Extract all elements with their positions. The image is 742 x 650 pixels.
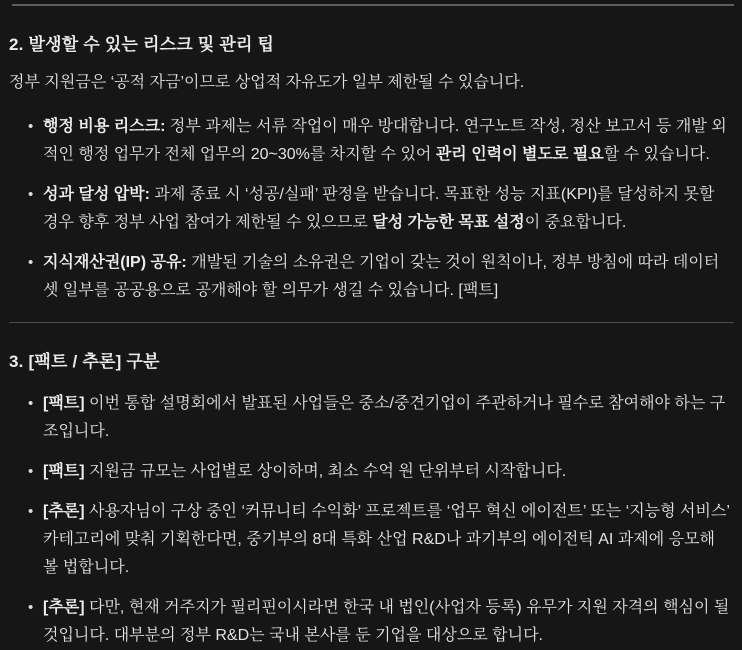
list-item <box>43 113 734 169</box>
section-3-heading: 3. [팩트 / 추론] 구분 <box>9 352 160 371</box>
bold-text-segment: 관리 인력이 별도로 필요 <box>435 146 604 163</box>
bold-text-segment: 달성 가능한 목표 설정 <box>372 214 525 231</box>
bold-text-segment: [추론] <box>43 503 85 520</box>
bold-text-segment: 지식재산권(IP) 공유: <box>43 254 187 271</box>
text-segment: 다만, 현재 거주지가 필리핀이시라면 한국 내 법인(사업자 등록) 유무가 지원 자격의 핵심이 될 것입니다. 대부분의 정부 R&D는 국내 본사를 둔 기업을 대상으로 합니다. <box>43 599 730 644</box>
list-item <box>43 390 734 446</box>
bold-text-segment: [팩트] <box>43 463 85 480</box>
section-2-intro-paragraph: 정부 지원금은 ‘공적 자금’이므로 상업적 자유도가 일부 제한될 수 있습니다. <box>9 74 525 91</box>
bold-text-segment: 성과 달성 압박: <box>43 186 150 203</box>
text-segment: 과제 종료 시 ‘성공/실패’ 판정을 받습니다. 목표한 성능 지표(KPI)를 달성하지 못할 경우 향후 정부 사업 참여가 제한될 수 있으므로 <box>43 186 715 231</box>
bold-text-segment: [팩트] <box>43 395 85 412</box>
text-segment: 이번 통합 설명회에서 발표된 사업들은 중소/중견기업이 주관하거나 필수로 참여해야 하는 구조입니다. <box>43 395 726 440</box>
divider-between-sections <box>9 322 734 323</box>
text-segment: 사용자님이 구상 중인 ‘커뮤니티 수익화’ 프로젝트를 ‘업무 혁신 에이전트’ 또는 ‘지능형 서비스’ 카테고리에 맞춰 기획한다면, 중기부의 8대 특화 산업 R&D나 과기부의 에이전틱 AI 과제에 응모해 볼 법합니다. <box>43 503 730 576</box>
text-segment: 할 수 있습니다. <box>603 146 710 163</box>
text-segment: 이 중요합니다. <box>524 214 627 231</box>
chat-response-body <box>0 4 742 650</box>
list-item <box>43 249 734 305</box>
list-item <box>43 498 734 582</box>
text-segment: 개발된 기술의 소유권은 기업이 갖는 것이 원칙이나, 정부 방침에 따라 데이터 셋 일부를 공공용으로 공개해야 할 의무가 생길 수 있습니다. [팩트] <box>43 254 720 299</box>
list-item <box>43 594 734 650</box>
list-item <box>43 458 734 486</box>
section-2-risk-list <box>9 113 734 305</box>
text-segment: 정부 과제는 서류 작업이 매우 방대합니다. 연구노트 작성, 정산 보고서 등 개발 외적인 행정 업무가 전체 업무의 20~30%를 차지할 수 있어 <box>43 118 727 163</box>
bold-text-segment: 행정 비용 리스크: <box>43 118 166 135</box>
bold-text-segment: [추론] <box>43 599 85 616</box>
list-item <box>43 181 734 237</box>
divider-top <box>12 4 734 6</box>
text-segment: 지원금 규모는 사업별로 상이하며, 최소 수억 원 단위부터 시작합니다. <box>84 463 567 480</box>
section-2-heading: 2. 발생할 수 있는 리스크 및 관리 팁 <box>9 35 275 54</box>
section-3-fact-inference-list <box>9 390 734 650</box>
